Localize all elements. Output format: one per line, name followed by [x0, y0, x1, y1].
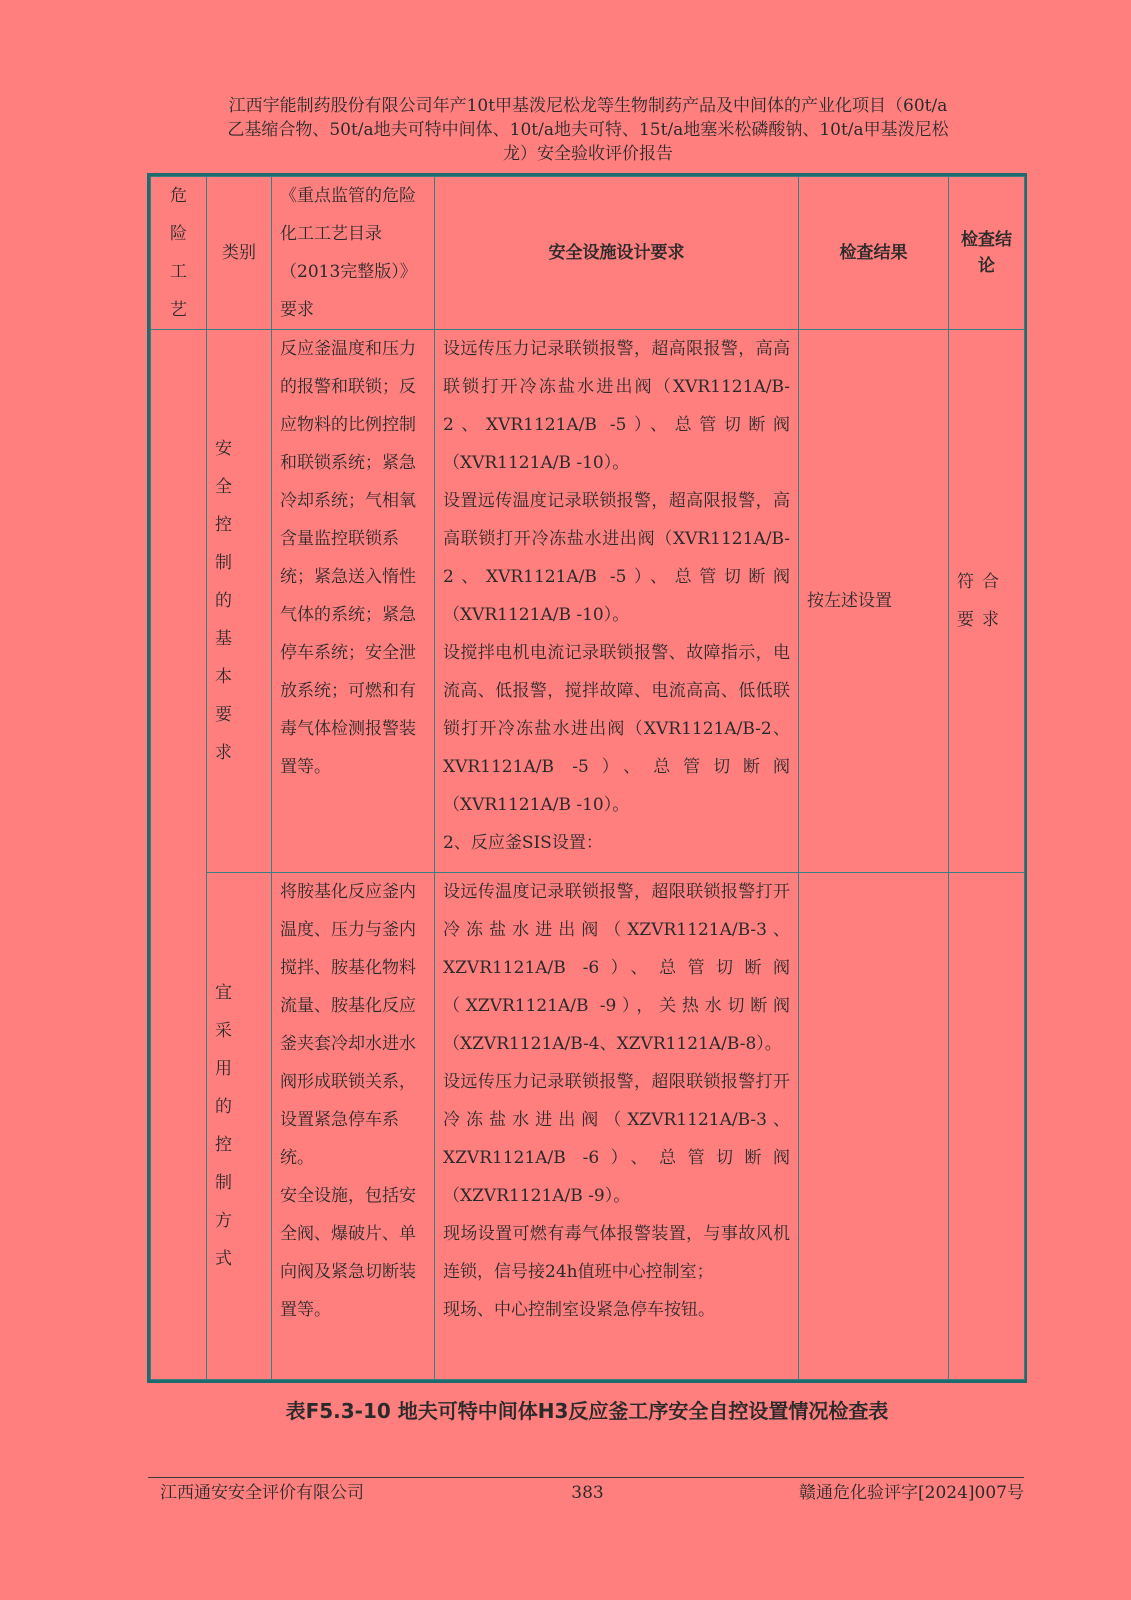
result-cell	[799, 872, 949, 1379]
process-cell	[151, 330, 207, 1380]
design-paragraph: 设远传压力记录联锁报警，超限联锁报警打开冷冻盐水进出阀（XZVR1121A/B-3、XZVR1121A/B -6）、总管切断阀（XZVR1121A/B -9）。	[443, 1071, 790, 1206]
table-caption: 表F5.3-10 地夫可特中间体H3反应釜工序安全自控设置情况检查表	[285, 1399, 889, 1423]
design-cell	[435, 872, 799, 1379]
footer-company: 江西通安安全评价有限公司	[160, 1483, 364, 1503]
design-paragraph: 现场设置可燃有毒气体报警装置，与事故风机连锁，信号接24h值班中心控制室；	[443, 1223, 790, 1282]
col-header-result: 检查结果	[799, 177, 949, 330]
category-cell: 安全控制的基本要求	[207, 330, 272, 873]
footer-doc-number: 赣通危化验评字[2024]007号	[799, 1483, 1024, 1503]
design-cell	[435, 330, 799, 873]
conclusion-cell: 符合要求	[949, 330, 1025, 873]
footer-page-number: 383	[571, 1483, 604, 1503]
col-header-catalog: 《重点监管的危险化工工艺目录（2013完整版）》要求	[272, 177, 435, 330]
catalog-cell: 反应釜温度和压力的报警和联锁；反应物料的比例控制和联锁系统；紧急冷却系统；气相氧含量监控联锁系统；紧急送入惰性气体的系统；紧急停车系统；安全泄放系统；可燃和有毒气体检测报警装置等。	[272, 330, 435, 873]
col-header-design: 安全设施设计要求	[435, 177, 799, 330]
design-paragraph: 设搅拌电机电流记录联锁报警、故障指示，电流高、低报警，搅拌故障、电流高高、低低联锁打开冷冻盐水进出阀（XVR1121A/B-2、XVR1121A/B -5）、总管切断阀（XVR1121A/B -10）。	[443, 643, 790, 815]
page-header	[158, 94, 1018, 166]
header-line-3: 龙）安全验收评价报告	[503, 144, 673, 164]
table-row	[151, 872, 1025, 1379]
catalog-paragraph: 安全设施，包括安全阀、爆破片、单向阀及紧急切断装置等。	[280, 1185, 416, 1320]
conclusion-cell	[949, 872, 1025, 1379]
design-paragraph: 设远传温度记录联锁报警，超限联锁报警打开冷冻盐水进出阀（XZVR1121A/B-3、XZVR1121A/B -6）、总管切断阀（XZVR1121A/B -9），关热水切断阀（XZVR1121A/B-4、XZVR1121A/B-8）。	[443, 881, 790, 1054]
design-paragraph: 设置远传温度记录联锁报警，超高限报警，高高联锁打开冷冻盐水进出阀（XVR1121A/B-2、XVR1121A/B -5）、总管切断阀（XVR1121A/B -10）。	[443, 491, 790, 625]
design-paragraph: 2、反应釜SIS设置：	[443, 833, 603, 853]
header-line-2: 乙基缩合物、50t/a地夫可特中间体、10t/a地夫可特、15t/a地塞米松磷酸钠、10t/a甲基泼尼松	[227, 120, 949, 140]
design-paragraph: 设远传压力记录联锁报警，超高限报警，高高联锁打开冷冻盐水进出阀（XVR1121A/B-2、XVR1121A/B -5）、总管切断阀（XVR1121A/B -10）。	[443, 339, 790, 473]
header-line-1: 江西宇能制药股份有限公司年产10t甲基泼尼松龙等生物制药产品及中间体的产业化项目（60t/a	[228, 96, 948, 116]
category-cell: 宜采用的控制方式	[207, 872, 272, 1379]
footer-divider	[148, 1477, 1024, 1478]
catalog-cell	[272, 872, 435, 1379]
col-header-process: 危险工艺	[151, 177, 207, 330]
result-cell: 按左述设置	[799, 330, 949, 873]
catalog-paragraph: 将胺基化反应釜内温度、压力与釜内搅拌、胺基化物料流量、胺基化反应釜夹套冷却水进水阀形成联锁关系，设置紧急停车系统。	[280, 881, 416, 1168]
table-row	[151, 330, 1025, 873]
col-header-category: 类别	[207, 177, 272, 330]
col-header-conclusion: 检查结论	[949, 177, 1025, 330]
design-paragraph: 现场、中心控制室设紧急停车按钮。	[443, 1299, 715, 1320]
inspection-table	[147, 173, 1027, 1383]
